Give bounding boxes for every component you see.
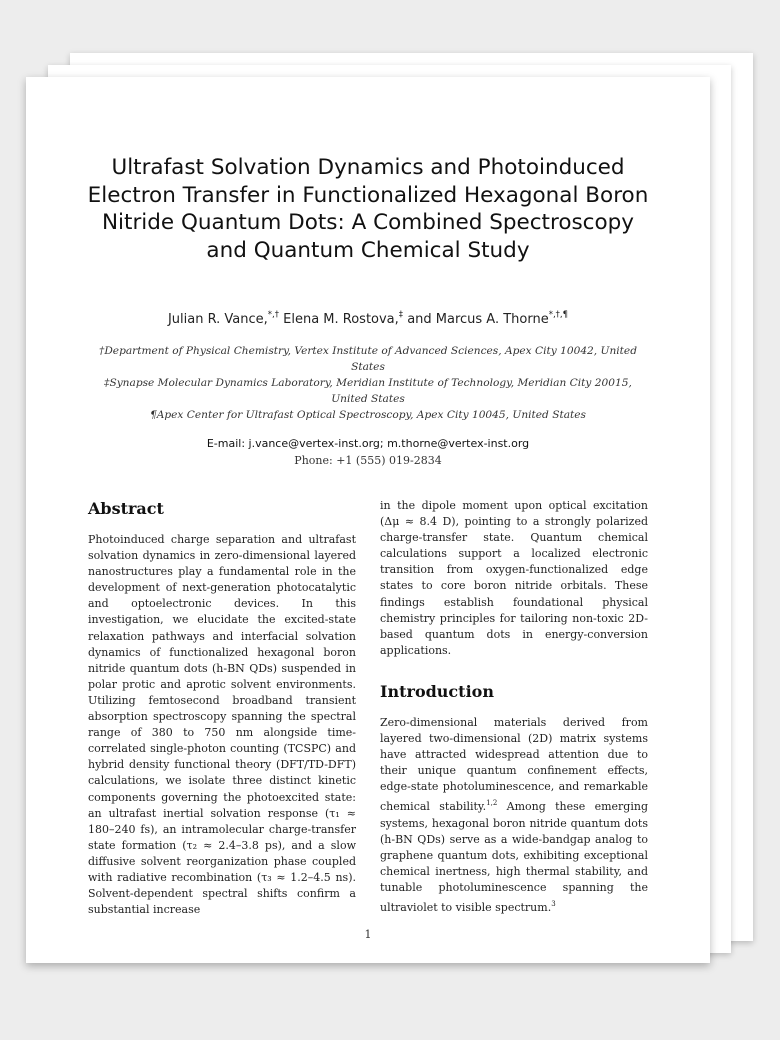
citation: 1,2 xyxy=(486,799,498,808)
affiliation: ‡Synapse Molecular Dynamics Laboratory, Meridian Institute of Technology, Meridian City 20015, United States xyxy=(104,377,632,405)
paper-title: Ultrafast Solvation Dynamics and Photoinduced Electron Transfer in Functionalized Hexagonal Boron Nitride Quantum Dots: A Combined Spectroscopy and Quantum Chemical Study xyxy=(87,155,649,263)
page-number: 1 xyxy=(364,928,372,941)
introduction-heading: Introduction xyxy=(380,681,494,701)
introduction-sentence: Zero-dimensional materials derived from layered two-dimensional (2D) matrix systems have attracted widespread attention due to their unique quantum confinement effects, edge-state photoluminescence, and remarkable chemical stability. xyxy=(380,715,648,814)
abstract-text: Photoinduced charge separation and ultrafast solvation dynamics in zero-dimensional layered nanostructures play a fundamental role in the development of next-generation photocatalytic and optoelectronic devices. In this investigation, we elucidate the excited-state relaxation pathways and interfacial solvation dynamics of functionalized hexagonal boron nitride quantum dots (h-BN QDs) suspended in polar protic and aprotic solvent environments. Utilizing femtosecond broadband transient absorption spectroscopy spanning the spectral range of 380 to 750 nm alongside time-correlated single-photon counting (TCSPC) and hybrid density functional theory (DFT/TD-DFT) calculations, we isolate three distinct kinetic components governing the photoexcited state: an ultrafast inertial solvation response (τ₁ ≈ 180–240 fs), an intramolecular charge-transfer state formation (τ₂ ≈ 2.4–3.8 ps), and a slow diffusive solvent reorganization phase coupled with radiative recombination (τ₃ ≈ 1.2–4.5 ns). Solvent-dependent spectral shifts confirm a substantial increase xyxy=(88,533,356,917)
contact-phone: Phone: +1 (555) 019-2834 xyxy=(294,454,442,467)
author-affiliation-marks: *,† xyxy=(267,310,279,320)
affiliation: ¶Apex Center for Ultrafast Optical Spectroscopy, Apex City 10045, United States xyxy=(149,409,586,421)
abstract-text-continued: in the dipole moment upon optical excitation (Δμ ≈ 8.4 D), pointing to a strongly polarized charge-transfer state. Quantum chemical calculations support a localized electronic transition from oxygen-functionalized edge states to core boron nitride orbitals. These findings establish foundational physical chemistry principles for tailoring non-toxic 2D-based quantum dots in energy-conversion applications. xyxy=(380,499,648,657)
author-name: Elena M. Rostova, xyxy=(283,312,399,327)
contact-email: E-mail: j.vance@vertex-inst.org; m.thorne@vertex-inst.org xyxy=(206,437,530,450)
affiliation: †Department of Physical Chemistry, Vertex Institute of Advanced Sciences, Apex City 10042, United States xyxy=(99,345,637,373)
paper-page xyxy=(26,77,710,963)
author-name: Julian R. Vance, xyxy=(167,312,268,327)
left-column xyxy=(88,498,356,918)
abstract-heading: Abstract xyxy=(88,499,164,518)
right-column xyxy=(380,498,648,916)
citation: 3 xyxy=(551,899,556,908)
author-affiliation-marks: ‡ xyxy=(398,310,404,320)
author-affiliation-marks: *,†,¶ xyxy=(548,310,569,320)
author-list xyxy=(66,310,670,327)
introduction-sentence: Among these emerging systems, hexagonal boron nitride quantum dots (h-BN QDs) serve as a wide-bandgap analog to graphene quantum dots, exhibiting exceptional chemical inertness, high thermal stability, and tunable photoluminescence spanning the ultraviolet to visible spectrum. xyxy=(380,800,648,914)
affiliations xyxy=(96,343,640,423)
author-name: and Marcus A. Thorne xyxy=(407,312,549,327)
introduction-text xyxy=(380,715,648,916)
